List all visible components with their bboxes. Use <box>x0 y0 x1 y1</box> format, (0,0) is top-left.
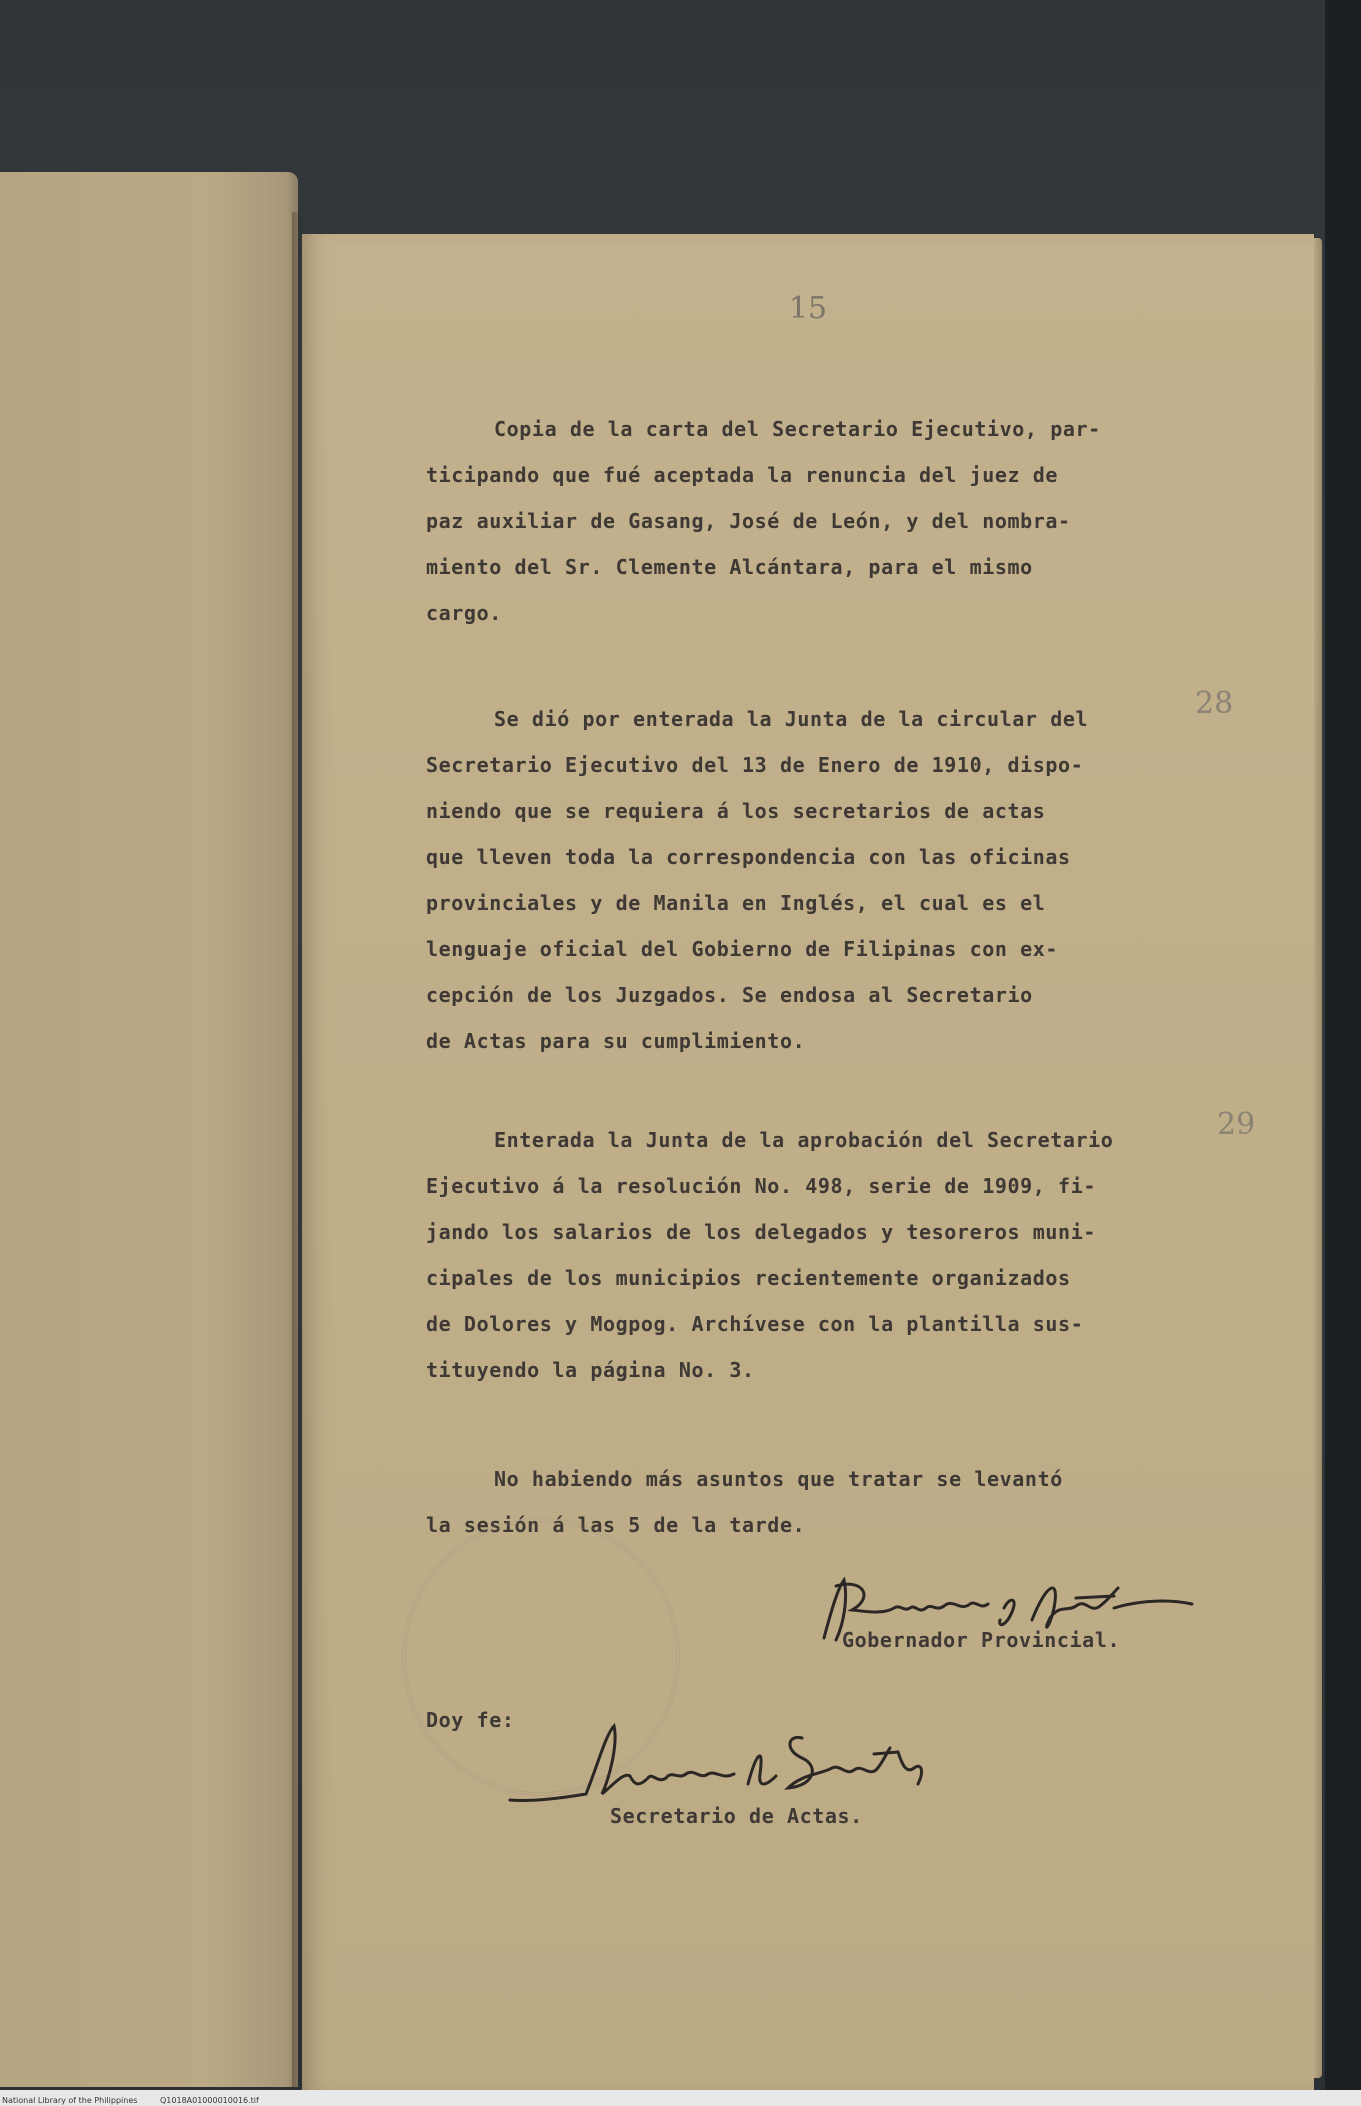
text-line: Ejecutivo á la resolución No. 498, serie de 1909, fi- <box>426 1174 1096 1198</box>
scanner-edge <box>1325 0 1361 2106</box>
text-line: Se dió por enterada la Junta de la circular del <box>494 707 1089 731</box>
text-line: No habiendo más asuntos que tratar se levantó <box>494 1467 1063 1491</box>
paragraph-letter-copy <box>426 406 1186 636</box>
text-line: jando los salarios de los delegados y tesoreros muni- <box>426 1220 1096 1244</box>
paragraph-resolution <box>426 1117 1186 1393</box>
text-line: Enterada la Junta de la aprobación del Secretario <box>494 1128 1114 1152</box>
secretary-title: Secretario de Actas. <box>610 1804 863 1828</box>
text-line: ticipando que fué aceptada la renuncia del juez de <box>426 463 1059 487</box>
text-line: Copia de la carta del Secretario Ejecutivo, par- <box>494 417 1101 441</box>
paragraph-circular <box>426 696 1186 1064</box>
book-gutter-shadow <box>292 212 302 2087</box>
text-line: de Dolores y Mogpog. Archívese con la plantilla sus- <box>426 1312 1084 1336</box>
text-line: miento del Sr. Clemente Alcántara, para el mismo <box>426 555 1033 579</box>
text-line: provinciales y de Manila en Inglés, el cual es el <box>426 891 1046 915</box>
text-line: cepción de los Juzgados. Se endosa al Secretario <box>426 983 1033 1007</box>
document-page <box>302 234 1314 2090</box>
margin-number-29: 29 <box>1217 1107 1256 1142</box>
text-line: la sesión á las 5 de la tarde. <box>426 1513 806 1537</box>
margin-number-28: 28 <box>1195 686 1234 721</box>
text-line: niendo que se requiera á los secretarios de actas <box>426 799 1046 823</box>
text-line: paz auxiliar de Gasang, José de León, y del nombra- <box>426 509 1071 533</box>
footer-source-text: National Library of the Philippines <box>2 2096 138 2105</box>
text-line: que lleven toda la correspondencia con las oficinas <box>426 845 1071 869</box>
text-line: lenguaje oficial del Gobierno de Filipinas con ex- <box>426 937 1059 961</box>
text-line: de Actas para su cumplimiento. <box>426 1029 806 1053</box>
text-line: tituyendo la página No. 3. <box>426 1358 755 1382</box>
text-line: cipales de los municipios recientemente organizados <box>426 1266 1071 1290</box>
attest-label: Doy fe: <box>426 1708 515 1732</box>
governor-title: Gobernador Provincial. <box>842 1628 1121 1652</box>
left-facing-page <box>0 172 298 2087</box>
text-line: Secretario Ejecutivo del 13 de Enero de 1910, dispo- <box>426 753 1084 777</box>
text-line: cargo. <box>426 601 502 625</box>
footer-file-id: Q1018A01000010016.tif <box>160 2096 259 2105</box>
page-number: 15 <box>788 291 828 326</box>
